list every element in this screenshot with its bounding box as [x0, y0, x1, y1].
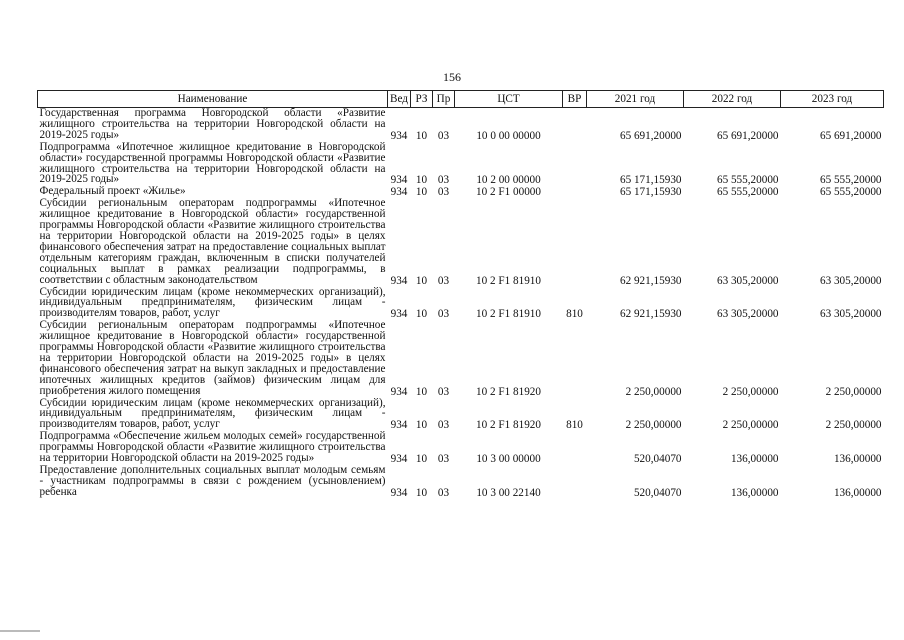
row-rz-cell: 10 — [415, 385, 428, 398]
column-header-name: Наименование — [38, 91, 388, 108]
table-row — [38, 431, 884, 465]
row-ved-cell: 934 — [390, 385, 408, 398]
row-vr-cell — [563, 108, 587, 142]
row-name-cell: Предоставление дополнительных социальных выплат молодым семьям - участникам подпрограммы в связи с рождением (усыновлением) ребенка — [39, 464, 386, 498]
scan-edge-mark — [0, 630, 40, 632]
row-rz-cell: 10 — [415, 174, 428, 187]
row-2021-cell: 62 921,15930 — [619, 274, 682, 287]
page-number: 156 — [443, 70, 461, 84]
row-2023-cell: 65 691,20000 — [819, 129, 882, 142]
row-2023-cell: 63 305,20000 — [819, 308, 882, 321]
row-cst-cell: 10 3 00 00000 — [476, 453, 541, 466]
row-name-cell: Подпрограмма «Ипотечное жилищное кредитование в Новгородской области» государственной программы Новгородской области «Развитие жилищного строительства на территории Новгородской области на 2019-2025 годы» — [39, 140, 386, 186]
row-ved-cell: 934 — [390, 186, 408, 199]
row-2022-cell: 2 250,00000 — [722, 419, 779, 432]
row-vr-cell — [563, 186, 587, 198]
column-header-ved: Вед — [388, 91, 411, 108]
row-2022-cell: 136,00000 — [730, 453, 779, 466]
row-name-cell: Субсидии юридическим лицам (кроме некоммерческих организаций), индивидуальным предпринимателям, физическим лицам - производителям товаров, работ, услуг — [39, 285, 386, 320]
row-ved-cell: 934 — [390, 129, 408, 142]
row-2022-cell: 65 691,20000 — [716, 129, 779, 142]
row-rz-cell: 10 — [415, 419, 428, 432]
column-header-pr: Пр — [433, 91, 455, 108]
row-cst-cell: 10 2 F1 81910 — [476, 308, 541, 321]
row-ved-cell: 934 — [390, 174, 408, 187]
row-vr-cell — [563, 320, 587, 397]
row-vr-cell — [563, 465, 587, 499]
budget-table — [37, 90, 884, 499]
row-pr-cell: 03 — [437, 174, 450, 187]
row-2022-cell: 65 555,20000 — [716, 186, 779, 199]
table-row — [38, 320, 884, 397]
column-header-cst: ЦСТ — [455, 91, 563, 108]
row-pr-cell: 03 — [437, 385, 450, 398]
row-vr-cell — [563, 142, 587, 187]
row-2023-cell: 65 555,20000 — [819, 174, 882, 187]
row-ved-cell: 934 — [390, 274, 408, 287]
row-2022-cell: 65 555,20000 — [716, 174, 779, 187]
row-cst-cell: 10 2 F1 81910 — [476, 274, 541, 287]
row-name-cell: Федеральный проект «Жилье» — [39, 185, 186, 198]
row-2022-cell: 2 250,00000 — [722, 385, 779, 398]
row-2021-cell: 65 691,20000 — [619, 129, 682, 142]
column-header-vr: ВР — [563, 91, 587, 108]
row-ved-cell: 934 — [390, 453, 408, 466]
row-2021-cell: 520,04070 — [633, 486, 682, 499]
row-vr-cell: 810 — [566, 308, 583, 321]
row-2021-cell: 65 171,15930 — [619, 186, 682, 199]
row-2022-cell: 136,00000 — [730, 486, 779, 499]
row-ved-cell: 934 — [390, 308, 408, 321]
row-2021-cell: 65 171,15930 — [619, 174, 682, 187]
row-name-cell: Государственная программа Новгородской области «Развитие жилищного строительства на территории Новгородской области на 2019-2025 годы» — [39, 107, 386, 141]
table-row — [38, 142, 884, 187]
table-row — [38, 465, 884, 499]
row-cst-cell: 10 2 F1 81920 — [476, 419, 541, 432]
row-2023-cell: 65 555,20000 — [819, 186, 882, 199]
column-header-rz: РЗ — [411, 91, 433, 108]
row-2023-cell: 63 305,20000 — [819, 274, 882, 287]
row-2022-cell: 63 305,20000 — [716, 274, 779, 287]
row-vr-cell — [563, 431, 587, 465]
table-row — [38, 198, 884, 286]
row-rz-cell: 10 — [415, 486, 428, 499]
row-ved-cell: 934 — [390, 419, 408, 432]
row-rz-cell: 10 — [415, 453, 428, 466]
row-2021-cell: 62 921,15930 — [619, 308, 682, 321]
row-2023-cell: 2 250,00000 — [825, 419, 882, 432]
row-rz-cell: 10 — [415, 129, 428, 142]
row-pr-cell: 03 — [437, 129, 450, 142]
row-cst-cell: 10 2 F1 00000 — [476, 186, 541, 199]
row-rz-cell: 10 — [415, 274, 428, 287]
row-2021-cell: 2 250,00000 — [625, 419, 682, 432]
column-header-2021: 2021 год — [587, 91, 684, 108]
row-pr-cell: 03 — [437, 308, 450, 321]
row-pr-cell: 03 — [437, 274, 450, 287]
row-name-cell: Субсидии юридическим лицам (кроме некоммерческих организаций), индивидуальным предпринимателям, физическим лицам - производителям товаров, работ, услуг — [39, 396, 386, 431]
row-cst-cell: 10 2 F1 81920 — [476, 385, 541, 398]
table-body — [38, 108, 884, 499]
row-2021-cell: 2 250,00000 — [625, 385, 682, 398]
row-2023-cell: 136,00000 — [833, 486, 882, 499]
budget-table-container — [37, 90, 883, 499]
row-vr-cell: 810 — [566, 419, 583, 432]
row-name-cell: Подпрограмма «Обеспечение жильем молодых семей» государственной программы Новгородской области «Развитие жилищного строительства на территории Новгородской области на 2019-2025 годы» — [39, 430, 386, 465]
table-row — [38, 287, 884, 321]
table-header-row — [38, 91, 884, 108]
row-ved-cell: 934 — [390, 486, 408, 499]
row-name-cell: Субсидии региональным операторам подпрограммы «Ипотечное жилищное кредитование в Новгородской области» государственной программы Новгородской области «Развитие жилищного строительства на территории Новгородской области на 2019-2025 годы» в целях финансового обеспечения затрат на выкуп закладных и предоставление ипотечных жилищных кредитов (займов) физическим лицам для приобретения жилого помещения — [39, 319, 386, 397]
row-2021-cell: 520,04070 — [633, 453, 682, 466]
row-pr-cell: 03 — [437, 486, 450, 499]
row-name-cell: Субсидии региональным операторам подпрограммы «Ипотечное жилищное кредитование в Новгородской области» государственной программы Новгородской области «Развитие жилищного строительства на территории Новгородской области на 2019-2025 годы» в целях финансового обеспечения затрат на предоставление социальных выплат отдельным категориям граждан, включенным в списки получателей социальных выплат в рамках реализации подпрограммы, в соответствии с областным законодательством — [39, 197, 386, 286]
row-vr-cell — [563, 198, 587, 286]
row-cst-cell: 10 0 00 00000 — [476, 129, 541, 142]
column-header-2022: 2022 год — [684, 91, 781, 108]
row-rz-cell: 10 — [415, 308, 428, 321]
row-2023-cell: 136,00000 — [833, 453, 882, 466]
row-pr-cell: 03 — [437, 419, 450, 432]
row-cst-cell: 10 3 00 22140 — [476, 486, 541, 499]
column-header-2023: 2023 год — [781, 91, 884, 108]
row-2023-cell: 2 250,00000 — [825, 385, 882, 398]
row-2022-cell: 63 305,20000 — [716, 308, 779, 321]
row-pr-cell: 03 — [437, 186, 450, 199]
row-pr-cell: 03 — [437, 453, 450, 466]
row-cst-cell: 10 2 00 00000 — [476, 174, 541, 187]
row-rz-cell: 10 — [415, 186, 428, 199]
table-row — [38, 398, 884, 432]
table-row — [38, 108, 884, 142]
